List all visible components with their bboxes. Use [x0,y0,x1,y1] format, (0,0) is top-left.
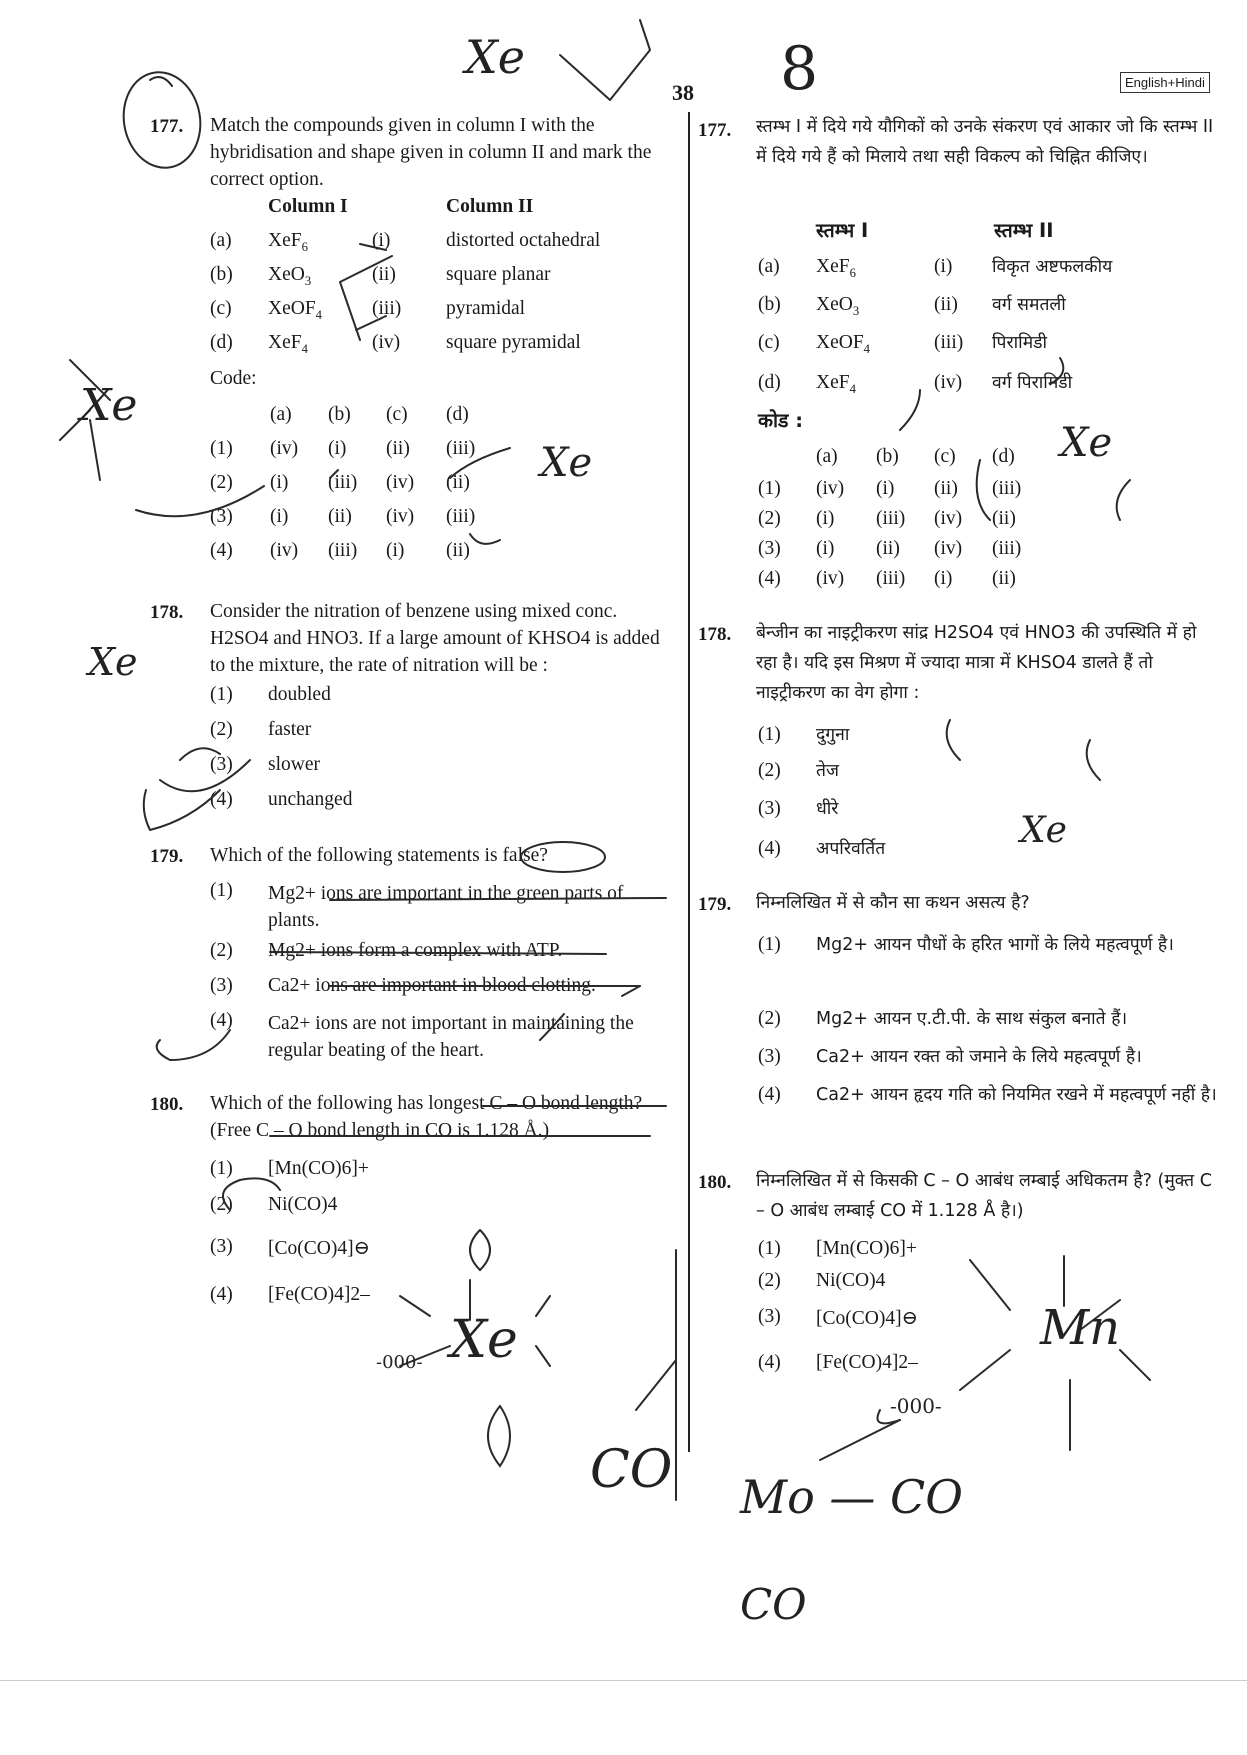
hi-q180-number: 180. [698,1172,732,1193]
q180-number: 180. [150,1094,184,1115]
handwritten-co-note-2: CO [590,1440,673,1500]
handwritten-mn-note: Mn [1040,1300,1121,1356]
q177-number: 177. [150,116,184,137]
language-badge: English+Hindi [1120,72,1210,93]
handwritten-xe-structure-1: Xe [540,440,593,486]
handwritten-lone-pair-note-2: -000- [890,1394,942,1418]
handwritten-circled-number: 8 [780,34,819,104]
q177-col2-header: Column II [446,196,534,217]
hi-q180-text: निम्नलिखित में से किसकी C – O आबंध लम्बाई अधिकतम है? (मुक्त C – O आबंध लम्बाई CO में 1.128 Å है।) [756,1171,1212,1221]
compound: XeO$_3$ [816,294,860,318]
handwritten-left-xe-1: Xe [80,380,138,431]
q180-text: Which of the following has longest C – O bond length? (Free C – O bond length in CO is 1.128 Å.) [210,1093,643,1141]
q179-number: 179. [150,846,184,867]
hi-q179-number: 179. [698,894,732,915]
handwritten-left-xe-2: Xe [88,640,138,684]
handwritten-co-note: CO [740,1580,807,1629]
handwritten-xe-structure-4: Xe [450,1310,518,1370]
q178-text: Consider the nitration of benzene using mixed conc. H2SO4 and HNO3. If a large amount of KHSO4 is added to the mixture, the rate of nitration will be : [210,601,660,676]
hi-q177-code-label: कोड : [758,409,804,432]
compound: XeO$_3$ [268,264,312,288]
hi-q177-text: स्तम्भ I में दिये गये यौगिकों को उनके संकरण एवं आकार जो कि स्तम्भ II में दिये गये हैं को मिलाये तथा सही विकल्प को चिह्नित कीजिए। [756,117,1214,167]
hi-q179-text: निम्नलिखित में से कौन सा कथन असत्य है? [756,893,1030,913]
page-number: 38 [672,80,694,105]
q179-text: Which of the following statements is false? [210,845,548,866]
hi-q177-col1-header: स्तम्भ I [816,219,869,242]
handwritten-xe-structure-2: Xe [1060,420,1113,466]
hi-q177-number: 177. [698,120,732,141]
compound: XeF$_4$ [816,372,856,396]
hi-q178-text: बेन्जीन का नाइट्रीकरण सांद्र H2SO4 एवं HNO3 की उपस्थिति में हो रहा है। यदि इस मिश्रण में ज्यादा मात्रा में KHSO4 डालते हैं तो नाइट्रीकरण का वेग होगा : [756,623,1197,703]
q177-code-label: Code: [210,368,257,389]
compound: XeF$_6$ [268,230,308,254]
q177-col1-header: Column I [268,196,348,217]
compound: XeF$_4$ [268,332,308,356]
handwritten-mo-co-note: Mo — CO [740,1470,963,1524]
hi-q177-col2-header: स्तम्भ II [994,219,1054,242]
compound: XeF$_6$ [816,256,856,280]
handwritten-lone-pair-note: -000- [376,1352,423,1373]
handwritten-xe-structure-3: Xe [1020,810,1067,851]
q177-text: Match the compounds given in column I with the hybridisation and shape given in column II and mark the correct option. [210,115,652,190]
column-divider [688,112,690,1452]
handwritten-top-note: Xe [465,30,525,84]
compound: XeOF$_4$ [268,298,322,322]
q178-number: 178. [150,602,184,623]
hi-q178-number: 178. [698,624,732,645]
compound: XeOF$_4$ [816,332,870,356]
page-bottom-rule [0,1680,1247,1681]
